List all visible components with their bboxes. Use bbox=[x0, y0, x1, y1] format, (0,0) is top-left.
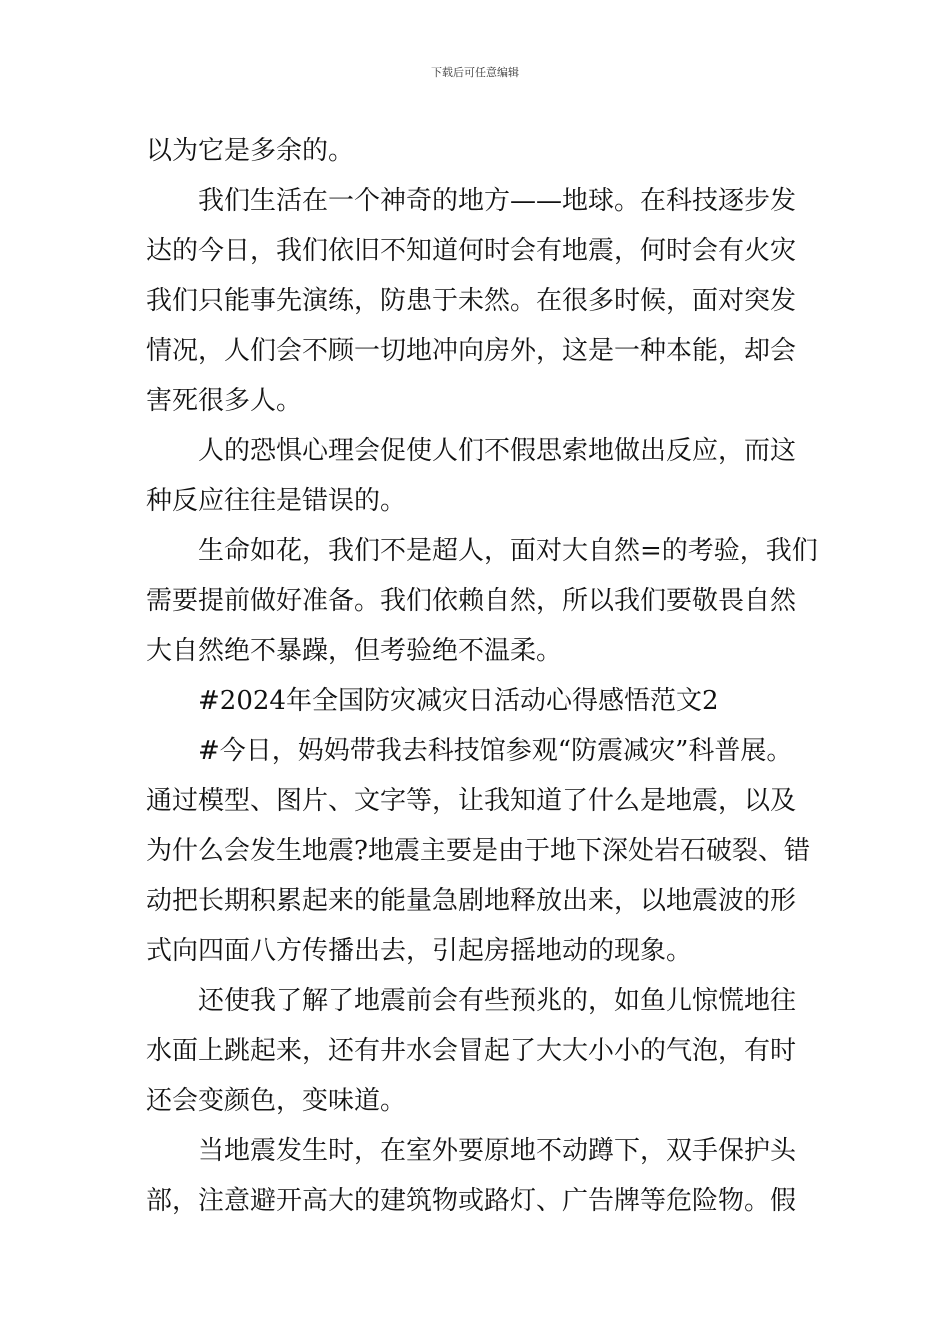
text-line: 部，注意避开高大的建筑物或路灯、广告牌等危险物。假 bbox=[146, 1186, 797, 1216]
text-line: 我们只能事先演练，防患于未然。在很多时候，面对突发 bbox=[146, 286, 797, 316]
text-line: 害死很多人。 bbox=[146, 386, 303, 416]
text-line: 还使我了解了地震前会有些预兆的，如鱼儿惊慌地往 bbox=[198, 986, 797, 1016]
text-line: 达的今日，我们依旧不知道何时会有地震，何时会有火灾 bbox=[146, 236, 797, 266]
text-line: 种反应往往是错误的。 bbox=[146, 486, 407, 516]
section-heading: #2024年全国防灾减灾日活动心得感悟范文2 bbox=[198, 686, 719, 716]
text-line: 通过模型、图片、文字等，让我知道了什么是地震，以及 bbox=[146, 786, 797, 816]
text-line: 动把长期积累起来的能量急剧地释放出来，以地震波的形 bbox=[146, 886, 797, 916]
text-line: #今日，妈妈带我去科技馆参观“防震减灾”科普展。 bbox=[198, 736, 793, 766]
text-line: 还会变颜色，变味道。 bbox=[146, 1086, 407, 1116]
text-line: 水面上跳起来，还有井水会冒起了大大小小的气泡，有时 bbox=[146, 1036, 797, 1066]
text-line: 情况，人们会不顾一切地冲向房外，这是一种本能，却会 bbox=[146, 336, 797, 366]
text-line: 人的恐惧心理会促使人们不假思索地做出反应，而这 bbox=[198, 436, 797, 466]
document-body bbox=[146, 126, 818, 1226]
text-line: 式向四面八方传播出去，引起房摇地动的现象。 bbox=[146, 936, 693, 966]
text-line: 为什么会发生地震?地震主要是由于地下深处岩石破裂、错 bbox=[146, 836, 810, 866]
text-line: 大自然绝不暴躁，但考验绝不温柔。 bbox=[146, 636, 563, 666]
page-header: 下载后可任意编辑 bbox=[431, 66, 519, 79]
text-line: 当地震发生时，在室外要原地不动蹲下，双手保护头 bbox=[198, 1136, 797, 1166]
text-line: 以为它是多余的。 bbox=[146, 136, 355, 166]
text-line: 需要提前做好准备。我们依赖自然，所以我们要敬畏自然 bbox=[146, 586, 797, 616]
text-line: 我们生活在一个神奇的地方——地球。在科技逐步发 bbox=[198, 186, 797, 216]
text-line: 生命如花，我们不是超人，面对大自然=的考验，我们 bbox=[198, 536, 818, 566]
